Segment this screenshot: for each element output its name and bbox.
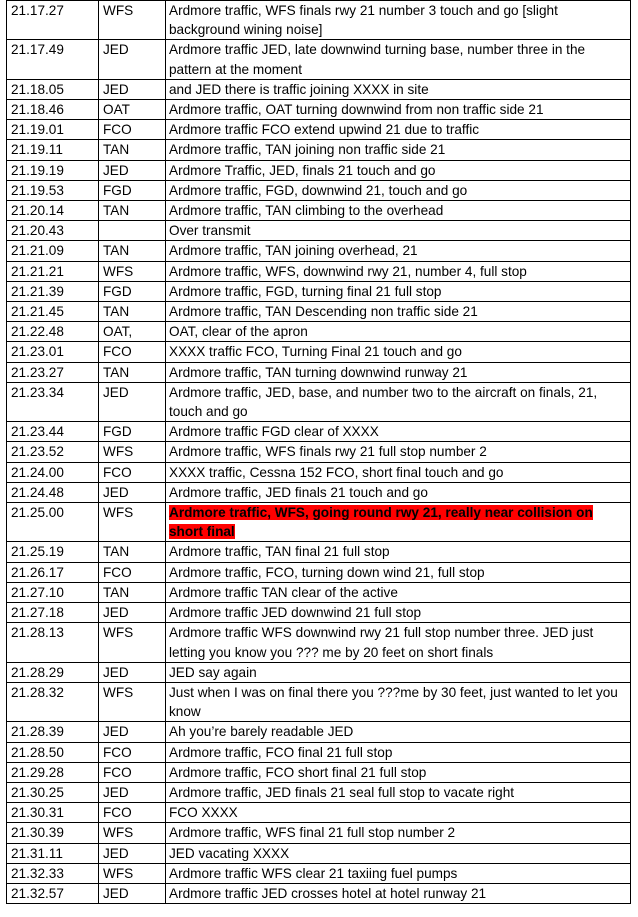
time-cell: 21.23.44 — [7, 422, 99, 442]
callsign-cell: TAN — [99, 201, 166, 221]
message-cell: Ardmore traffic FGD clear of XXXX — [166, 422, 631, 442]
table-row — [7, 883, 631, 903]
time-cell: 21.25.00 — [7, 503, 99, 542]
table-row — [7, 662, 631, 682]
time-cell: 21.17.27 — [7, 1, 99, 40]
message-cell: OAT, clear of the apron — [166, 322, 631, 342]
message-cell: Ardmore traffic, WFS final 21 full stop number 2 — [166, 823, 631, 843]
message-cell: Ardmore traffic, TAN final 21 full stop — [166, 542, 631, 562]
time-cell: 21.23.27 — [7, 362, 99, 382]
time-cell: 21.28.32 — [7, 682, 99, 721]
table-row — [7, 302, 631, 322]
callsign-cell: FGD — [99, 422, 166, 442]
callsign-cell: TAN — [99, 362, 166, 382]
callsign-cell: WFS — [99, 863, 166, 883]
table-row — [7, 160, 631, 180]
table-row — [7, 823, 631, 843]
time-cell: 21.20.14 — [7, 201, 99, 221]
transcript-body — [7, 1, 631, 904]
highlighted-message: Ardmore traffic, WFS, going round rwy 21, really near collision on short final — [169, 505, 593, 540]
message-cell: Ardmore traffic, FCO short final 21 full stop — [166, 762, 631, 782]
time-cell: 21.20.43 — [7, 221, 99, 241]
callsign-cell — [99, 221, 166, 241]
table-row — [7, 79, 631, 99]
callsign-cell: WFS — [99, 682, 166, 721]
time-cell: 21.21.45 — [7, 302, 99, 322]
message-cell: Ardmore traffic, FGD, downwind 21, touch and go — [166, 180, 631, 200]
callsign-cell: FCO — [99, 120, 166, 140]
message-cell: Ardmore traffic WFS downwind rwy 21 full stop number three. JED just letting you know you ??? me by 20 feet on short finals — [166, 623, 631, 662]
time-cell: 21.32.33 — [7, 863, 99, 883]
callsign-cell: JED — [99, 883, 166, 903]
callsign-cell: FGD — [99, 281, 166, 301]
time-cell: 21.19.01 — [7, 120, 99, 140]
message-cell: XXXX traffic FCO, Turning Final 21 touch and go — [166, 342, 631, 362]
message-cell: Ardmore traffic, TAN joining overhead, 21 — [166, 241, 631, 261]
table-row — [7, 201, 631, 221]
table-row — [7, 782, 631, 802]
callsign-cell: JED — [99, 722, 166, 742]
time-cell: 21.30.39 — [7, 823, 99, 843]
table-row — [7, 442, 631, 462]
table-row — [7, 462, 631, 482]
time-cell: 21.28.29 — [7, 662, 99, 682]
callsign-cell: WFS — [99, 261, 166, 281]
callsign-cell: FCO — [99, 462, 166, 482]
time-cell: 21.29.28 — [7, 762, 99, 782]
time-cell: 21.24.00 — [7, 462, 99, 482]
message-cell: Ardmore traffic, TAN joining non traffic side 21 — [166, 140, 631, 160]
message-cell: Ardmore traffic, FGD, turning final 21 full stop — [166, 281, 631, 301]
callsign-cell: JED — [99, 382, 166, 421]
message-cell: Ardmore traffic FCO extend upwind 21 due to traffic — [166, 120, 631, 140]
time-cell: 21.31.11 — [7, 843, 99, 863]
callsign-cell: TAN — [99, 542, 166, 562]
table-row — [7, 843, 631, 863]
time-cell: 21.27.10 — [7, 582, 99, 602]
message-cell: Just when I was on final there you ???me by 30 feet, just wanted to let you know — [166, 682, 631, 721]
message-cell: JED vacating XXXX — [166, 843, 631, 863]
callsign-cell: FCO — [99, 803, 166, 823]
message-cell: Ardmore traffic, JED finals 21 seal full stop to vacate right — [166, 782, 631, 802]
table-row — [7, 803, 631, 823]
time-cell: 21.21.21 — [7, 261, 99, 281]
table-row — [7, 120, 631, 140]
table-row — [7, 180, 631, 200]
time-cell: 21.18.05 — [7, 79, 99, 99]
callsign-cell: OAT — [99, 100, 166, 120]
callsign-cell: TAN — [99, 241, 166, 261]
callsign-cell: TAN — [99, 140, 166, 160]
time-cell: 21.19.53 — [7, 180, 99, 200]
message-cell: Ardmore traffic WFS clear 21 taxiing fuel pumps — [166, 863, 631, 883]
table-row — [7, 1, 631, 40]
table-row — [7, 603, 631, 623]
table-row — [7, 362, 631, 382]
time-cell: 21.21.09 — [7, 241, 99, 261]
message-cell: Ardmore traffic, JED finals 21 touch and go — [166, 482, 631, 502]
message-cell: Ardmore traffic, TAN Descending non traffic side 21 — [166, 302, 631, 322]
callsign-cell: WFS — [99, 503, 166, 542]
message-cell: Ardmore traffic, WFS finals rwy 21 number 3 touch and go [slight background wining noise] — [166, 1, 631, 40]
time-cell: 21.27.18 — [7, 603, 99, 623]
callsign-cell: TAN — [99, 582, 166, 602]
radio-log-table-wrapper — [6, 0, 631, 904]
table-row — [7, 241, 631, 261]
time-cell: 21.30.31 — [7, 803, 99, 823]
message-cell: Ardmore traffic, WFS, downwind rwy 21, number 4, full stop — [166, 261, 631, 281]
message-cell: Ardmore traffic TAN clear of the active — [166, 582, 631, 602]
callsign-cell: FCO — [99, 342, 166, 362]
time-cell: 21.23.52 — [7, 442, 99, 462]
table-row — [7, 342, 631, 362]
callsign-cell: TAN — [99, 302, 166, 322]
table-row — [7, 382, 631, 421]
time-cell: 21.22.48 — [7, 322, 99, 342]
time-cell: 21.19.19 — [7, 160, 99, 180]
table-row — [7, 542, 631, 562]
callsign-cell: FCO — [99, 742, 166, 762]
time-cell: 21.23.01 — [7, 342, 99, 362]
callsign-cell: FCO — [99, 762, 166, 782]
table-row — [7, 562, 631, 582]
message-cell: Ardmore traffic, WFS finals rwy 21 full stop number 2 — [166, 442, 631, 462]
message-cell: Ardmore traffic, FCO, turning down wind 21, full stop — [166, 562, 631, 582]
table-row — [7, 281, 631, 301]
callsign-cell: FGD — [99, 180, 166, 200]
callsign-cell: OAT, — [99, 322, 166, 342]
time-cell: 21.28.13 — [7, 623, 99, 662]
message-cell: Ardmore traffic JED, late downwind turning base, number three in the pattern at the moment — [166, 40, 631, 79]
time-cell: 21.32.57 — [7, 883, 99, 903]
message-cell: Ardmore traffic, TAN climbing to the overhead — [166, 201, 631, 221]
time-cell: 21.28.39 — [7, 722, 99, 742]
radio-transcript-table — [6, 0, 631, 904]
message-cell: Ah you’re barely readable JED — [166, 722, 631, 742]
time-cell: 21.19.11 — [7, 140, 99, 160]
callsign-cell: WFS — [99, 1, 166, 40]
message-cell: JED say again — [166, 662, 631, 682]
callsign-cell: WFS — [99, 823, 166, 843]
message-cell: XXXX traffic, Cessna 152 FCO, short final touch and go — [166, 462, 631, 482]
callsign-cell: JED — [99, 160, 166, 180]
message-cell — [166, 503, 631, 542]
time-cell: 21.17.49 — [7, 40, 99, 79]
table-row — [7, 140, 631, 160]
callsign-cell: JED — [99, 782, 166, 802]
table-row — [7, 582, 631, 602]
time-cell: 21.18.46 — [7, 100, 99, 120]
time-cell: 21.28.50 — [7, 742, 99, 762]
table-row — [7, 221, 631, 241]
table-row — [7, 100, 631, 120]
time-cell: 21.25.19 — [7, 542, 99, 562]
table-row — [7, 722, 631, 742]
message-cell: Ardmore traffic JED downwind 21 full stop — [166, 603, 631, 623]
message-cell: Ardmore Traffic, JED, finals 21 touch and go — [166, 160, 631, 180]
callsign-cell: JED — [99, 603, 166, 623]
table-row — [7, 261, 631, 281]
message-cell: Ardmore traffic, OAT turning downwind from non traffic side 21 — [166, 100, 631, 120]
table-row — [7, 682, 631, 721]
table-row — [7, 742, 631, 762]
time-cell: 21.23.34 — [7, 382, 99, 421]
message-cell: Over transmit — [166, 221, 631, 241]
message-cell: Ardmore traffic JED crosses hotel at hotel runway 21 — [166, 883, 631, 903]
table-row — [7, 40, 631, 79]
time-cell: 21.30.25 — [7, 782, 99, 802]
callsign-cell: WFS — [99, 442, 166, 462]
callsign-cell: WFS — [99, 623, 166, 662]
table-row — [7, 863, 631, 883]
table-row — [7, 482, 631, 502]
table-row — [7, 503, 631, 542]
callsign-cell: FCO — [99, 562, 166, 582]
message-cell: Ardmore traffic, FCO final 21 full stop — [166, 742, 631, 762]
callsign-cell: JED — [99, 79, 166, 99]
table-row — [7, 762, 631, 782]
callsign-cell: JED — [99, 40, 166, 79]
message-cell: FCO XXXX — [166, 803, 631, 823]
callsign-cell: JED — [99, 843, 166, 863]
message-cell: Ardmore traffic, JED, base, and number two to the aircraft on finals, 21, touch and go — [166, 382, 631, 421]
message-cell: Ardmore traffic, TAN turning downwind runway 21 — [166, 362, 631, 382]
time-cell: 21.21.39 — [7, 281, 99, 301]
table-row — [7, 322, 631, 342]
callsign-cell: JED — [99, 482, 166, 502]
table-row — [7, 623, 631, 662]
time-cell: 21.26.17 — [7, 562, 99, 582]
time-cell: 21.24.48 — [7, 482, 99, 502]
table-row — [7, 422, 631, 442]
message-cell: and JED there is traffic joining XXXX in site — [166, 79, 631, 99]
callsign-cell: JED — [99, 662, 166, 682]
